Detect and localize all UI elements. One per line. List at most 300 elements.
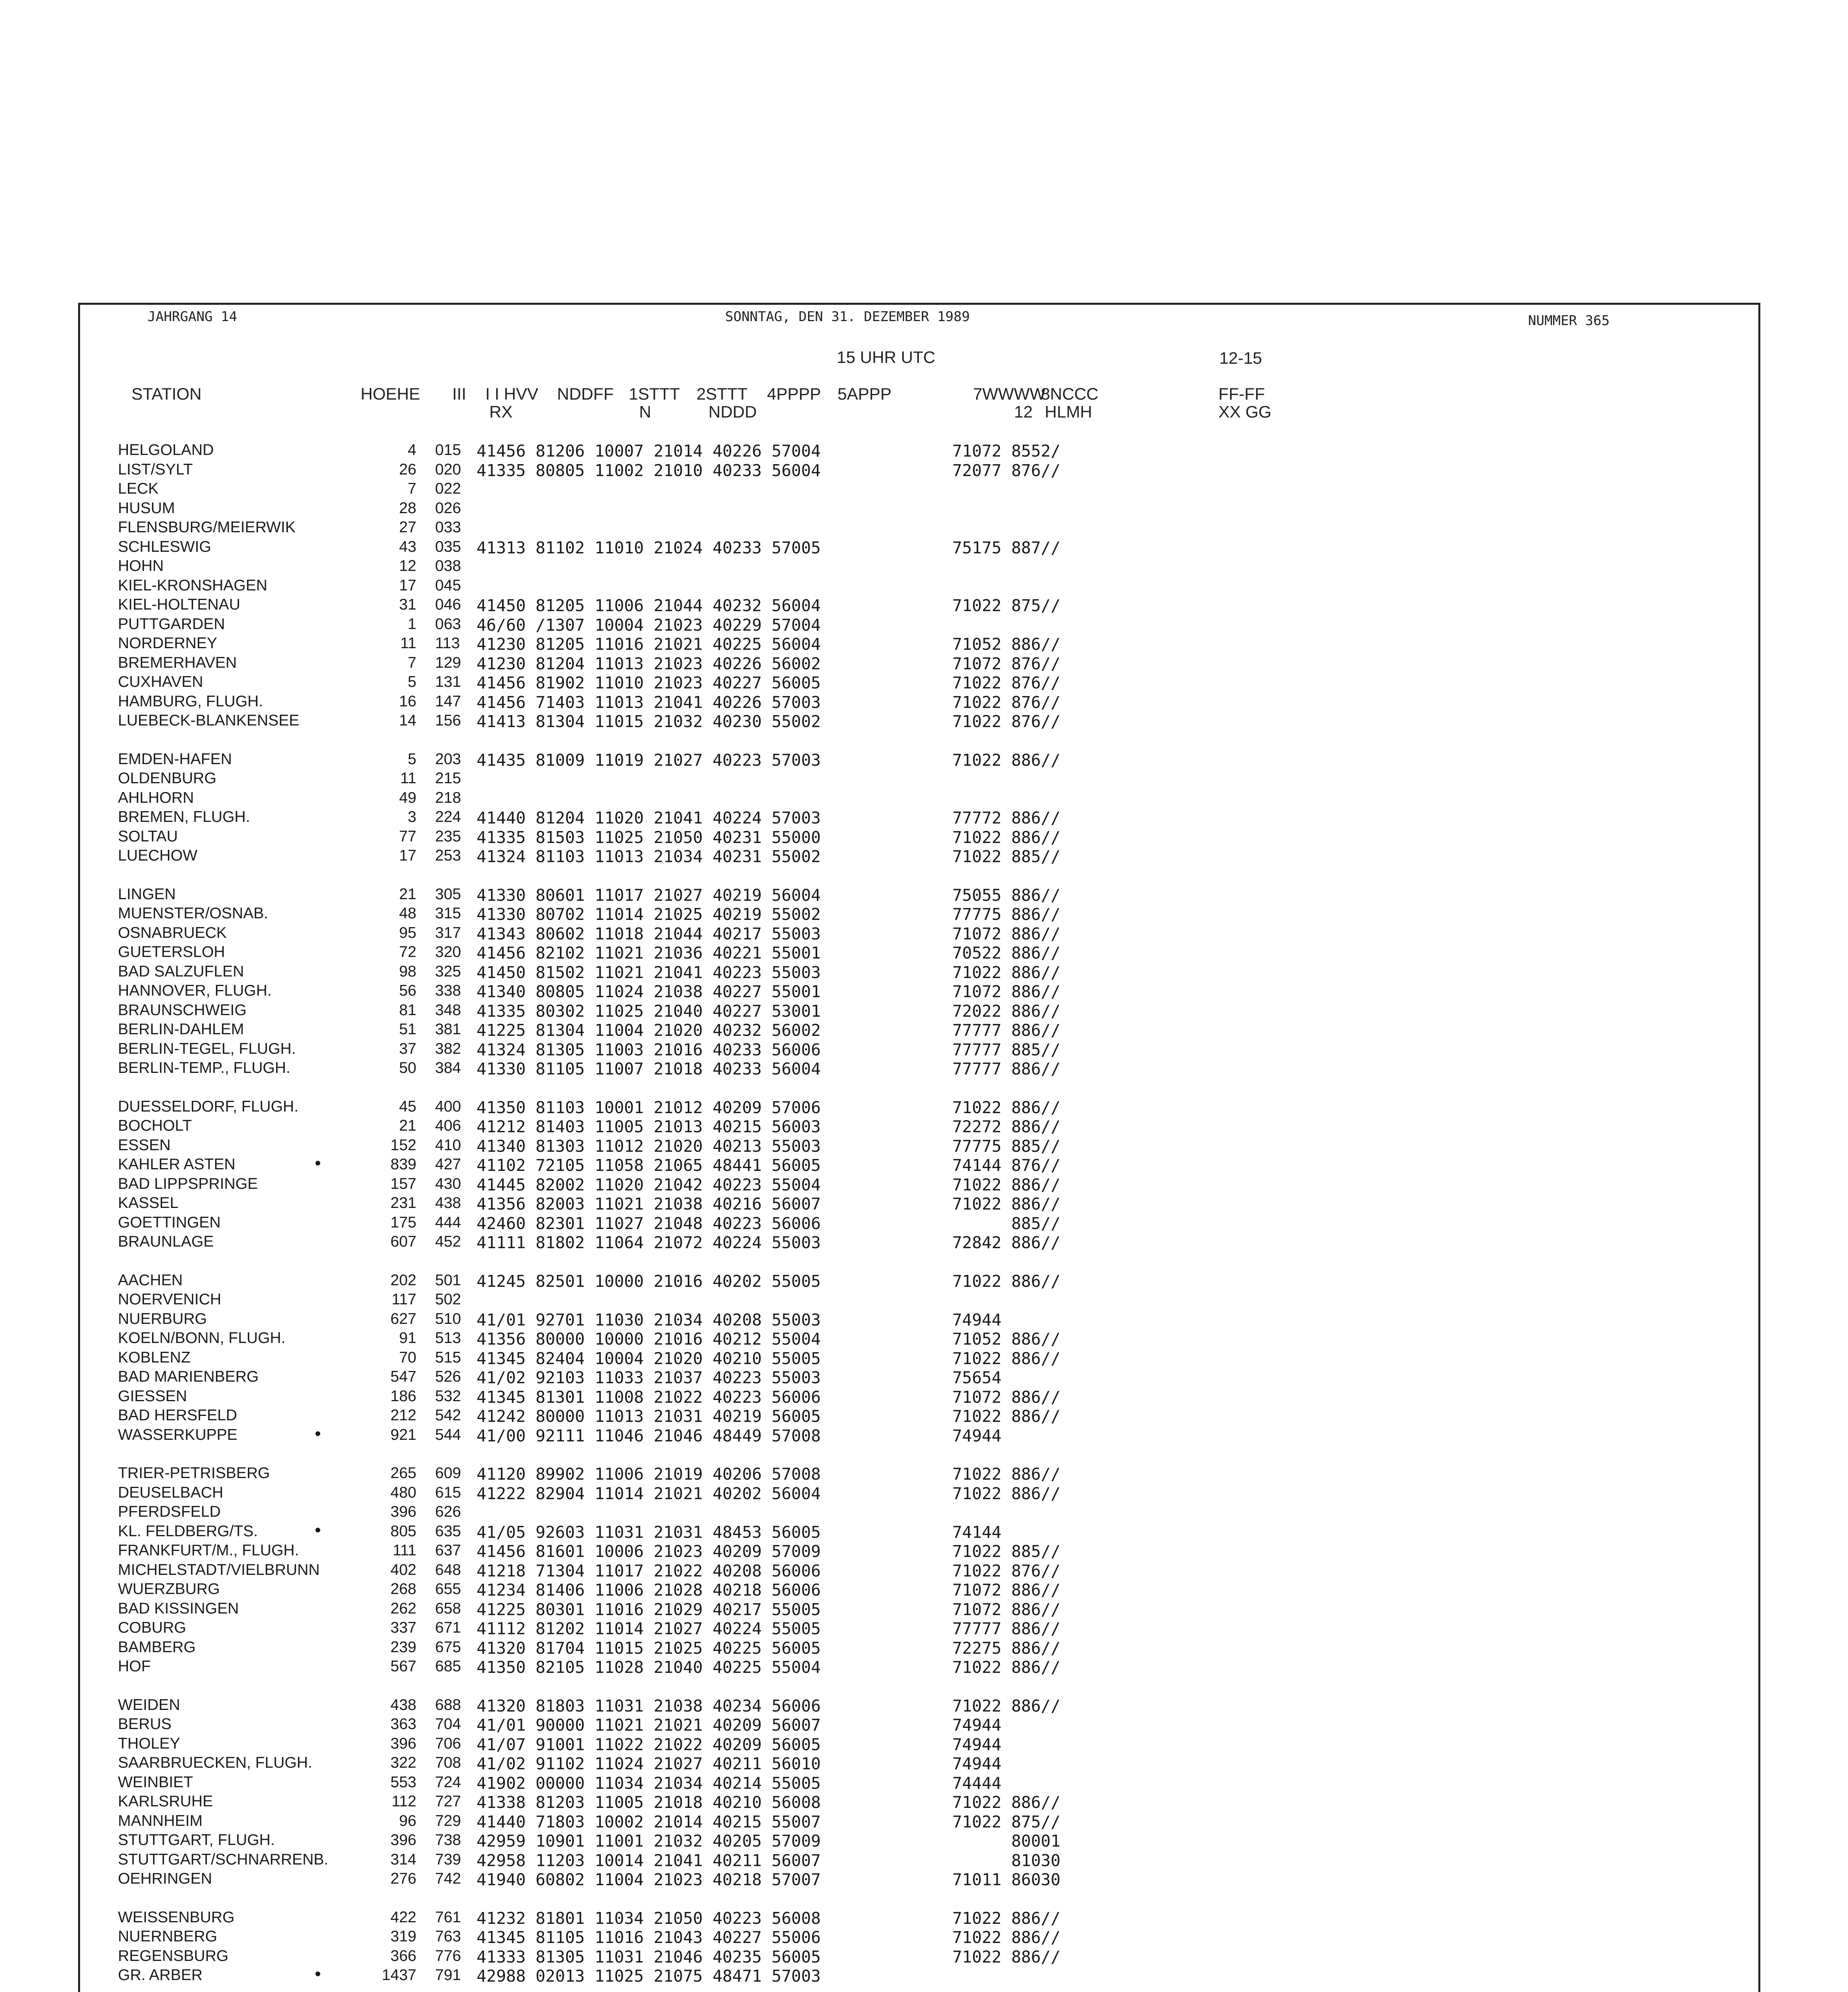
station-name: TRIER-PETRISBERG xyxy=(118,1465,270,1482)
station-hoehe: 56 xyxy=(399,982,416,999)
synop-groups: 41112 81202 11014 21027 40224 55005 xyxy=(477,1619,821,1638)
station-id: 215 xyxy=(435,770,461,787)
station-name: OEHRINGEN xyxy=(118,1870,212,1887)
synop-groups: 42958 11203 10014 21041 40211 56007 xyxy=(477,1851,821,1870)
station-id: 430 xyxy=(435,1175,461,1192)
synop-extra: 74944 xyxy=(952,1310,1002,1329)
station-id: 706 xyxy=(435,1735,461,1752)
station-id: 147 xyxy=(435,693,461,710)
col-c1: I I HVV xyxy=(485,384,539,403)
synop-extra: 77772 886// xyxy=(952,808,1061,827)
station-hoehe: 70 xyxy=(399,1349,416,1366)
station-id: 131 xyxy=(435,673,461,690)
station-id: 022 xyxy=(435,480,461,497)
station-name: STUTTGART, FLUGH. xyxy=(118,1831,275,1849)
station-hoehe: 337 xyxy=(390,1619,416,1636)
station-id: 776 xyxy=(435,1947,461,1965)
mountain-station-marker: • xyxy=(315,1424,321,1443)
synop-groups: 41212 81403 11005 21013 40215 56003 xyxy=(477,1117,821,1136)
station-name: HUSUM xyxy=(118,500,175,517)
synop-groups: 41902 00000 11034 21034 40214 55005 xyxy=(477,1774,821,1793)
synop-groups: 41440 81204 11020 21041 40224 57003 xyxy=(477,808,821,827)
station-hoehe: 186 xyxy=(390,1388,416,1405)
station-name: NUERNBERG xyxy=(118,1928,218,1945)
synop-groups: 41120 89902 11006 21019 40206 57008 xyxy=(477,1465,821,1484)
station-id: 655 xyxy=(435,1580,461,1598)
synop-extra: 71022 886// xyxy=(952,1793,1061,1812)
station-name: BOCHOLT xyxy=(118,1117,192,1134)
synop-groups: 41313 81102 11010 21024 40233 57005 xyxy=(477,538,821,557)
station-hoehe: 45 xyxy=(399,1098,416,1115)
station-id: 724 xyxy=(435,1774,461,1791)
station-id: 761 xyxy=(435,1909,461,1926)
station-name: BAD SALZUFLEN xyxy=(118,963,244,980)
synop-extra: 71022 875// xyxy=(952,1812,1061,1831)
station-id: 532 xyxy=(435,1388,461,1405)
station-hoehe: 49 xyxy=(399,789,416,806)
synop-extra: 885// xyxy=(952,1214,1061,1233)
station-name: GR. ARBER xyxy=(118,1967,203,1984)
station-id: 113 xyxy=(435,635,460,652)
col-hoehe: HOEHE xyxy=(361,384,420,403)
synop-groups: 41/01 90000 11021 21021 40209 56007 xyxy=(477,1716,821,1735)
station-hoehe: 363 xyxy=(390,1716,416,1733)
synop-extra: 71022 876// xyxy=(952,712,1061,731)
station-hoehe: 319 xyxy=(390,1928,416,1945)
station-hoehe: 17 xyxy=(399,847,416,864)
station-hoehe: 921 xyxy=(390,1426,416,1443)
station-id: 635 xyxy=(435,1523,461,1540)
station-hoehe: 77 xyxy=(399,828,416,845)
synop-groups: 41340 80805 11024 21038 40227 55001 xyxy=(477,982,821,1001)
station-id: 526 xyxy=(435,1368,461,1385)
station-id: 305 xyxy=(435,886,461,903)
station-id: 203 xyxy=(435,751,461,768)
station-name: KAHLER ASTEN xyxy=(118,1156,235,1173)
station-id: 427 xyxy=(435,1156,461,1173)
station-hoehe: 28 xyxy=(399,500,416,517)
station-name: EMDEN-HAFEN xyxy=(118,751,232,768)
station-hoehe: 276 xyxy=(390,1870,416,1887)
station-id: 675 xyxy=(435,1639,461,1656)
synop-extra: 71072 876// xyxy=(952,654,1061,673)
station-name: NORDERNEY xyxy=(118,635,218,652)
synop-groups: 41111 81802 11064 21072 40224 55003 xyxy=(477,1233,821,1252)
station-id: 325 xyxy=(435,963,461,980)
synop-groups: 41335 80302 11025 21040 40227 53001 xyxy=(477,1002,821,1021)
col-c3b: N xyxy=(639,402,651,421)
synop-groups: 41450 81502 11021 21041 40223 55003 xyxy=(477,963,821,982)
col-c5: 4PPPP xyxy=(767,384,821,403)
synop-extra: 71022 876// xyxy=(952,693,1061,712)
synop-groups: 42959 10901 11001 21032 40205 57009 xyxy=(477,1831,821,1851)
station-name: WEISSENBURG xyxy=(118,1909,235,1926)
station-id: 384 xyxy=(435,1059,461,1076)
station-id: 045 xyxy=(435,577,461,594)
synop-extra: 71022 886// xyxy=(952,1272,1061,1291)
synop-extra: 71022 886// xyxy=(952,1175,1061,1194)
station-hoehe: 11 xyxy=(400,770,416,787)
station-name: BREMERHAVEN xyxy=(118,654,237,671)
station-name: HAMBURG, FLUGH. xyxy=(118,693,263,710)
station-id: 615 xyxy=(435,1484,461,1501)
station-id: 253 xyxy=(435,847,461,864)
station-name: BRAUNLAGE xyxy=(118,1233,214,1250)
synop-extra: 71072 886// xyxy=(952,1388,1061,1407)
station-id: 129 xyxy=(435,654,461,671)
station-id: 406 xyxy=(435,1117,461,1134)
station-name: BRAUNSCHWEIG xyxy=(118,1002,247,1019)
synop-extra: 74944 xyxy=(952,1426,1002,1445)
synop-extra: 71022 886// xyxy=(952,1909,1061,1928)
station-hoehe: 396 xyxy=(390,1831,416,1849)
station-name: LUEBECK-BLANKENSEE xyxy=(118,712,300,729)
station-hoehe: 48 xyxy=(399,905,416,922)
station-id: 742 xyxy=(435,1870,461,1887)
station-name: DEUSELBACH xyxy=(118,1484,224,1501)
synop-extra: 71072 8552/ xyxy=(952,441,1061,461)
station-id: 637 xyxy=(435,1542,461,1559)
station-name: LUECHOW xyxy=(118,847,198,864)
station-hoehe: 212 xyxy=(390,1407,416,1424)
col-c6: 5APPP xyxy=(838,384,892,403)
station-hoehe: 627 xyxy=(390,1310,416,1327)
synop-extra: 71052 886// xyxy=(952,1329,1061,1349)
station-id: 729 xyxy=(435,1812,461,1829)
station-id: 320 xyxy=(435,943,461,961)
station-hoehe: 152 xyxy=(390,1137,416,1154)
station-name: AHLHORN xyxy=(118,789,194,806)
synop-extra: 74944 xyxy=(952,1716,1002,1735)
station-id: 510 xyxy=(435,1310,461,1327)
station-id: 026 xyxy=(435,500,461,517)
synop-groups: 41245 82501 10000 21016 40202 55005 xyxy=(477,1272,821,1291)
station-name: DUESSELDORF, FLUGH. xyxy=(118,1098,298,1115)
synop-groups: 41/01 92701 11030 21034 40208 55003 xyxy=(477,1310,821,1329)
station-id: 763 xyxy=(435,1928,461,1945)
synop-extra: 75055 886// xyxy=(952,886,1061,905)
station-id: 688 xyxy=(435,1696,461,1714)
station-hoehe: 366 xyxy=(390,1947,416,1965)
station-name: NOERVENICH xyxy=(118,1291,222,1308)
synop-extra: 77777 886// xyxy=(952,1619,1061,1638)
col-c8b: HLMH xyxy=(1045,402,1093,421)
synop-extra: 71022 886// xyxy=(952,1194,1061,1214)
station-hoehe: 12 xyxy=(399,557,416,574)
station-name: LECK xyxy=(118,480,159,497)
synop-extra: 75175 887// xyxy=(952,538,1061,557)
station-hoehe: 175 xyxy=(390,1214,416,1231)
station-name: OSNABRUECK xyxy=(118,924,227,941)
synop-extra: 71022 886// xyxy=(952,1407,1061,1426)
station-name: BAD MARIENBERG xyxy=(118,1368,259,1385)
station-id: 156 xyxy=(435,712,461,729)
station-hoehe: 21 xyxy=(399,886,416,903)
station-hoehe: 111 xyxy=(392,1542,416,1559)
station-hoehe: 567 xyxy=(390,1658,416,1675)
station-name: HANNOVER, FLUGH. xyxy=(118,982,272,999)
synop-groups: 41456 81902 11010 21023 40227 56005 xyxy=(477,673,821,692)
station-name: OLDENBURG xyxy=(118,770,217,787)
station-name: KL. FELDBERG/TS. xyxy=(118,1523,258,1540)
synop-groups: 41345 81301 11008 21022 40223 56006 xyxy=(477,1388,821,1407)
station-hoehe: 157 xyxy=(390,1175,416,1192)
station-hoehe: 422 xyxy=(390,1909,416,1926)
station-name: KOBLENZ xyxy=(118,1349,191,1366)
synop-extra: 71022 886// xyxy=(952,963,1061,982)
station-hoehe: 117 xyxy=(391,1291,416,1308)
synop-extra: 81030 xyxy=(952,1851,1061,1870)
station-name: AACHEN xyxy=(118,1272,183,1289)
station-hoehe: 7 xyxy=(408,654,416,671)
synop-extra: 72022 886// xyxy=(952,1002,1061,1021)
station-name: KIEL-HOLTENAU xyxy=(118,596,241,613)
synop-groups: 41333 81305 11031 21046 40235 56005 xyxy=(477,1947,821,1967)
station-hoehe: 37 xyxy=(399,1040,416,1057)
synop-groups: 41330 80601 11017 21027 40219 56004 xyxy=(477,886,821,905)
synop-extra: 77777 885// xyxy=(952,1040,1061,1059)
synop-groups: 41435 81009 11019 21027 40223 57003 xyxy=(477,751,821,770)
header-date: SONNTAG, DEN 31. DEZEMBER 1989 xyxy=(725,309,970,325)
station-id: 315 xyxy=(435,905,461,922)
station-name: STUTTGART/SCHNARRENB. xyxy=(118,1851,328,1868)
synop-extra: 71022 876// xyxy=(952,1561,1061,1580)
station-id: 648 xyxy=(435,1561,461,1578)
station-name: PFERDSFELD xyxy=(118,1503,221,1520)
synop-groups: 41356 80000 10000 21016 40212 55004 xyxy=(477,1329,821,1349)
station-hoehe: 1 xyxy=(408,616,416,633)
station-id: 542 xyxy=(435,1407,461,1424)
synop-groups: 41234 81406 11006 21028 40218 56006 xyxy=(477,1580,821,1600)
station-hoehe: 3 xyxy=(408,808,416,825)
station-id: 671 xyxy=(435,1619,461,1636)
synop-extra: 71022 886// xyxy=(952,1484,1061,1503)
station-id: 738 xyxy=(435,1831,461,1849)
station-id: 235 xyxy=(435,828,461,845)
synop-groups: 41/00 92111 11046 21046 48449 57008 xyxy=(477,1426,821,1445)
station-name: BERLIN-TEGEL, FLUGH. xyxy=(118,1040,296,1057)
station-hoehe: 231 xyxy=(390,1194,416,1212)
synop-extra: 77775 885// xyxy=(952,1137,1061,1156)
station-name: HOHN xyxy=(118,557,164,574)
station-name: SAARBRUECKEN, FLUGH. xyxy=(118,1754,312,1771)
col-c9: FF-FF xyxy=(1218,384,1265,403)
station-hoehe: 480 xyxy=(390,1484,416,1501)
synop-groups: 41350 81103 10001 21012 40209 57006 xyxy=(477,1098,821,1117)
station-hoehe: 21 xyxy=(399,1117,416,1134)
synop-extra: 71022 876// xyxy=(952,673,1061,692)
col-c1b: RX xyxy=(489,402,513,421)
station-name: FLENSBURG/MEIERWIK xyxy=(118,519,296,536)
station-id: 317 xyxy=(435,924,461,941)
station-id: 609 xyxy=(435,1465,461,1482)
synop-extra: 77775 886// xyxy=(952,905,1061,924)
synop-extra: 71022 886// xyxy=(952,751,1061,770)
table-frame xyxy=(78,303,1760,1992)
synop-groups: 41222 82904 11014 21021 40202 56004 xyxy=(477,1484,821,1503)
synop-groups: 41413 81304 11015 21032 40230 55002 xyxy=(477,712,821,731)
synop-groups: 41232 81801 11034 21050 40223 56008 xyxy=(477,1909,821,1928)
station-name: COBURG xyxy=(118,1619,186,1636)
station-hoehe: 96 xyxy=(399,1812,416,1829)
synop-groups: 41335 80805 11002 21010 40233 56004 xyxy=(477,461,821,480)
synop-extra: 71022 886// xyxy=(952,1658,1061,1677)
synop-groups: 41345 81105 11016 21043 40227 55006 xyxy=(477,1928,821,1947)
mountain-station-marker: • xyxy=(315,1520,321,1540)
station-hoehe: 839 xyxy=(390,1156,416,1173)
station-id: 046 xyxy=(435,596,461,613)
synop-groups: 41330 81105 11007 21018 40233 56004 xyxy=(477,1059,821,1078)
station-name: BAD LIPPSPRINGE xyxy=(118,1175,258,1192)
station-hoehe: 14 xyxy=(399,712,416,729)
station-name: BERLIN-TEMP., FLUGH. xyxy=(118,1059,290,1076)
synop-extra: 74944 xyxy=(952,1754,1002,1773)
station-id: 015 xyxy=(435,441,461,459)
synop-groups: 41324 81103 11013 21034 40231 55002 xyxy=(477,847,821,866)
synop-extra: 71072 886// xyxy=(952,1580,1061,1600)
station-hoehe: 607 xyxy=(390,1233,416,1250)
station-id: 515 xyxy=(435,1349,461,1366)
station-hoehe: 43 xyxy=(399,538,416,555)
station-id: 410 xyxy=(435,1137,461,1154)
synop-groups: 41445 82002 11020 21042 40223 55004 xyxy=(477,1175,821,1194)
station-hoehe: 268 xyxy=(390,1580,416,1598)
station-name: GIESSEN xyxy=(118,1388,187,1405)
station-name: GOETTINGEN xyxy=(118,1214,221,1231)
station-id: 513 xyxy=(435,1329,461,1347)
synop-extra: 71022 886// xyxy=(952,1349,1061,1368)
station-name: PUTTGARDEN xyxy=(118,616,225,633)
station-name: KIEL-KRONSHAGEN xyxy=(118,577,267,594)
synop-extra: 72842 886// xyxy=(952,1233,1061,1252)
station-id: 501 xyxy=(435,1272,461,1289)
station-hoehe: 396 xyxy=(390,1735,416,1752)
synop-extra: 71072 886// xyxy=(952,982,1061,1001)
station-hoehe: 17 xyxy=(399,577,416,594)
station-name: WASSERKUPPE xyxy=(118,1426,237,1443)
col-station: STATION xyxy=(131,384,202,403)
synop-groups: 41230 81204 11013 21023 40226 56002 xyxy=(477,654,821,673)
station-name: KOELN/BONN, FLUGH. xyxy=(118,1329,286,1347)
synop-extra: 71022 886// xyxy=(952,1947,1061,1967)
station-name: BAMBERG xyxy=(118,1639,196,1656)
station-id: 502 xyxy=(435,1291,461,1308)
station-name: BAD HERSFELD xyxy=(118,1407,237,1424)
synop-groups: 41345 82404 10004 21020 40210 55005 xyxy=(477,1349,821,1368)
synop-extra: 71022 885// xyxy=(952,1542,1061,1561)
synop-extra: 80001 xyxy=(952,1831,1061,1851)
synop-extra: 71011 86030 xyxy=(952,1870,1061,1889)
station-hoehe: 438 xyxy=(390,1696,416,1714)
station-name: REGENSBURG xyxy=(118,1947,229,1965)
synop-extra: 71022 885// xyxy=(952,847,1061,866)
col-c7b: 12 xyxy=(1014,402,1033,421)
station-name: KASSEL xyxy=(118,1194,179,1212)
col-c9b: XX GG xyxy=(1218,402,1272,421)
station-id: 739 xyxy=(435,1851,461,1868)
station-name: HOF xyxy=(118,1658,151,1675)
synop-groups: 41230 81205 11016 21021 40225 56004 xyxy=(477,635,821,654)
col-c2: NDDFF xyxy=(557,384,614,403)
header-nummer: NUMMER 365 xyxy=(1528,313,1610,329)
station-id: 063 xyxy=(435,616,461,633)
synop-groups: 41320 81704 11015 21025 40225 56005 xyxy=(477,1639,821,1658)
synop-groups: 41450 81205 11006 21044 40232 56004 xyxy=(477,596,821,615)
synop-extra: 71072 886// xyxy=(952,924,1061,943)
synop-groups: 46/60 /1307 10004 21023 40229 57004 xyxy=(477,616,821,635)
synop-groups: 41456 81206 10007 21014 40226 57004 xyxy=(477,441,821,461)
station-name: SCHLESWIG xyxy=(118,538,212,555)
station-name: MICHELSTADT/VIELBRUNN xyxy=(118,1561,320,1578)
station-name: BERUS xyxy=(118,1716,172,1733)
synop-groups: 41456 82102 11021 21036 40221 55001 xyxy=(477,943,821,963)
synop-groups: 42460 82301 11027 21048 40223 56006 xyxy=(477,1214,821,1233)
synop-extra: 71022 886// xyxy=(952,1696,1061,1716)
synop-groups: 41350 82105 11028 21040 40225 55004 xyxy=(477,1658,821,1677)
synop-extra: 72272 886// xyxy=(952,1117,1061,1136)
station-name: ESSEN xyxy=(118,1137,171,1154)
station-hoehe: 402 xyxy=(390,1561,416,1578)
station-name: WEIDEN xyxy=(118,1696,180,1714)
synop-extra: 74944 xyxy=(952,1735,1002,1754)
synop-groups: 41343 80602 11018 21044 40217 55003 xyxy=(477,924,821,943)
station-hoehe: 50 xyxy=(399,1059,416,1076)
station-id: 400 xyxy=(435,1098,461,1115)
synop-groups: 41440 71803 10002 21014 40215 55007 xyxy=(477,1812,821,1831)
station-id: 791 xyxy=(435,1967,461,1984)
station-id: 685 xyxy=(435,1658,461,1675)
mountain-station-marker: • xyxy=(315,1153,321,1173)
station-hoehe: 112 xyxy=(391,1793,416,1810)
synop-groups: 41225 80301 11016 21029 40217 55005 xyxy=(477,1600,821,1619)
col-c4: 2STTT xyxy=(696,384,748,403)
header-range: 12-15 xyxy=(1219,349,1262,367)
station-name: WUERZBURG xyxy=(118,1580,220,1598)
station-hoehe: 5 xyxy=(408,673,416,690)
station-name: LIST/SYLT xyxy=(118,461,193,478)
col-c7: 7WWWW xyxy=(973,384,1046,403)
station-hoehe: 322 xyxy=(390,1754,416,1771)
station-hoehe: 5 xyxy=(408,751,416,768)
station-id: 544 xyxy=(435,1426,461,1443)
station-hoehe: 98 xyxy=(399,963,416,980)
station-hoehe: 26 xyxy=(399,461,416,478)
station-name: MUENSTER/OSNAB. xyxy=(118,905,269,922)
station-hoehe: 91 xyxy=(399,1329,416,1347)
station-id: 452 xyxy=(435,1233,461,1250)
station-name: NUERBURG xyxy=(118,1310,207,1327)
station-id: 033 xyxy=(435,519,461,536)
station-id: 224 xyxy=(435,808,461,825)
station-id: 382 xyxy=(435,1040,461,1057)
station-hoehe: 31 xyxy=(399,596,416,613)
synop-groups: 41338 81203 11005 21018 40210 56008 xyxy=(477,1793,821,1812)
station-hoehe: 265 xyxy=(390,1465,416,1482)
station-name: WEINBIET xyxy=(118,1774,193,1791)
station-name: GUETERSLOH xyxy=(118,943,225,961)
station-id: 035 xyxy=(435,538,461,555)
station-hoehe: 95 xyxy=(399,924,416,941)
synop-groups: 41456 81601 10006 21023 40209 57009 xyxy=(477,1542,821,1561)
synop-extra: 74444 xyxy=(952,1774,1002,1793)
col-c4b: NDDD xyxy=(708,402,757,421)
station-id: 338 xyxy=(435,982,461,999)
station-hoehe: 81 xyxy=(399,1002,416,1019)
station-hoehe: 4 xyxy=(408,441,416,459)
station-hoehe: 51 xyxy=(399,1021,416,1038)
station-hoehe: 262 xyxy=(390,1600,416,1617)
station-hoehe: 1437 xyxy=(382,1967,416,1984)
